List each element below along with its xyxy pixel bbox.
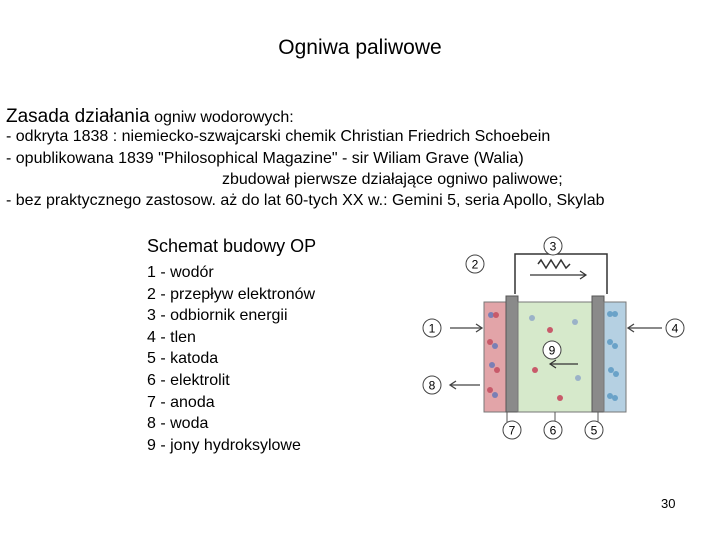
- bullet-applications: - bez praktycznego zastosow. aż do lat 60-tych XX w.: Gemini 5, seria Apollo, Skylab: [6, 192, 605, 209]
- svg-text:2: 2: [471, 257, 479, 272]
- callout-8: [423, 376, 441, 394]
- cathode-electrode: [592, 296, 604, 412]
- svg-text:7: 7: [508, 423, 516, 438]
- intro-heading: [6, 106, 294, 128]
- callout-2: [466, 255, 484, 273]
- svg-text:1: 1: [428, 321, 436, 336]
- slide-title: Ogniwa paliwowe: [278, 36, 442, 59]
- callout-4: [666, 319, 684, 337]
- callout-9: [543, 341, 561, 359]
- bullet-publication: - opublikowana 1839 "Philosophical Magazine" - sir Wiliam Grave (Walia): [6, 150, 524, 167]
- legend-item-hydrogen: 1 - wodór: [147, 264, 214, 281]
- bullet-publication-continued: zbudował pierwsze działające ogniwo paliwowe;: [222, 171, 563, 188]
- svg-text:8: 8: [428, 378, 436, 393]
- bullet-discovery: - odkryta 1838 : niemiecko-szwajcarski chemik Christian Friedrich Schoebein: [6, 128, 551, 145]
- svg-text:6: 6: [549, 423, 557, 438]
- callout-5: [585, 421, 603, 439]
- schema-legend: [147, 262, 315, 456]
- fuel-cell-diagram: [410, 230, 710, 445]
- callout-6: [544, 421, 562, 439]
- schema-title: Schemat budowy OP: [147, 236, 317, 256]
- callout-7: [503, 421, 521, 439]
- svg-text:5: 5: [590, 423, 598, 438]
- callout-1: [423, 319, 441, 337]
- legend-item-energy-receiver: 3 - odbiornik energii: [147, 307, 288, 325]
- legend-item-water: 8 - woda: [147, 415, 209, 433]
- legend-item-hydroxide-ions: 9 - jony hydroksylowe: [147, 436, 301, 454]
- legend-item-electron-flow: 2 - przepływ elektronów: [147, 285, 316, 303]
- intro-lead: Zasada działania: [6, 106, 150, 127]
- callout-3: [544, 237, 562, 255]
- anode-electrode: [506, 296, 518, 412]
- svg-text:9: 9: [548, 343, 556, 358]
- legend-item-cathode: 5 - katoda: [147, 350, 219, 368]
- page-number: 30: [661, 496, 676, 511]
- svg-text:3: 3: [549, 239, 557, 254]
- legend-item-electrolyte: 6 - elektrolit: [147, 371, 230, 389]
- legend-item-anode: 7 - anoda: [147, 393, 215, 411]
- svg-text:4: 4: [671, 321, 679, 336]
- legend-item-oxygen: 4 - tlen: [147, 328, 196, 346]
- resistor-symbol: [538, 260, 570, 268]
- intro-rest: ogniw wodorowych:: [149, 109, 294, 126]
